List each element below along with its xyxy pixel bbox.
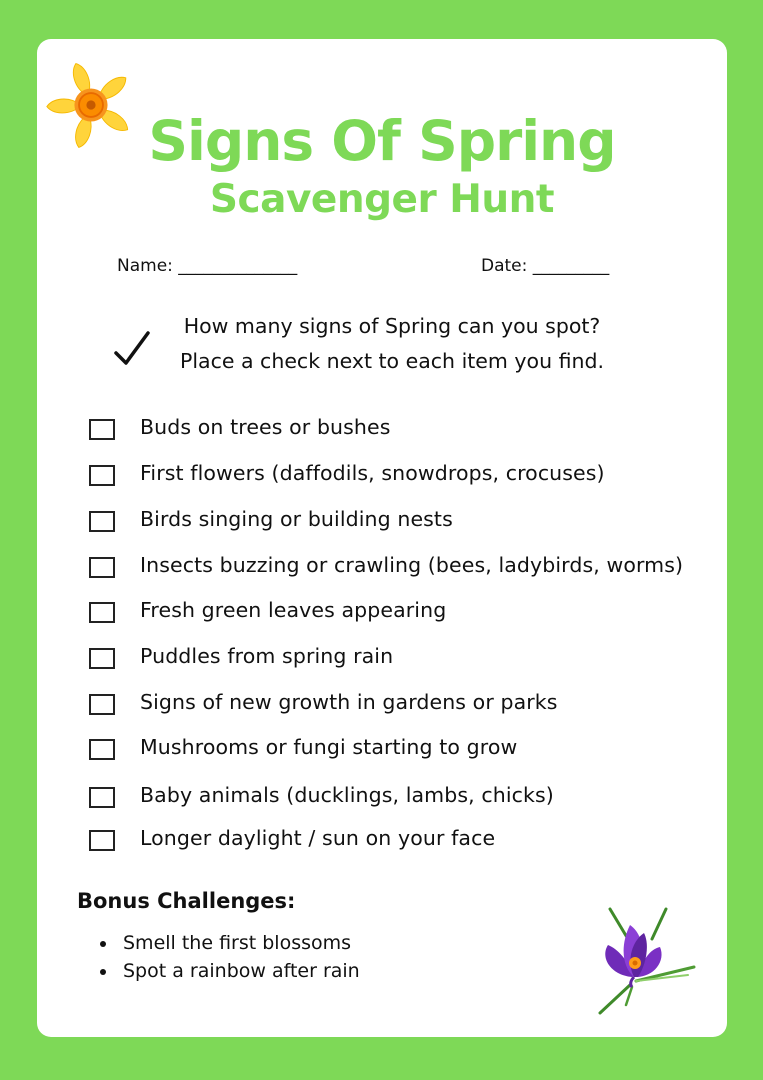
checklist-item[interactable]: [89, 737, 719, 767]
checklist-item-label: Baby animals (ducklings, lambs, chicks): [140, 783, 554, 807]
checklist-item[interactable]: [89, 785, 719, 815]
checkbox[interactable]: [89, 648, 115, 669]
checklist-item[interactable]: [89, 646, 719, 676]
checklist-item[interactable]: [89, 828, 719, 858]
checklist-item-label: Birds singing or building nests: [140, 507, 453, 531]
title-line-1: Signs Of Spring: [148, 109, 616, 173]
bullet-icon: [100, 941, 106, 947]
crocus-icon: [592, 905, 702, 1017]
checklist-item[interactable]: [89, 692, 719, 722]
checkmark-icon: [113, 329, 151, 369]
name-field: Name: ______________: [117, 256, 298, 276]
bonus-item-label: Smell the first blossoms: [123, 932, 352, 954]
checkbox[interactable]: [89, 602, 115, 623]
checklist-item[interactable]: [89, 509, 719, 539]
checkbox[interactable]: [89, 465, 115, 486]
bonus-item-label: Spot a rainbow after rain: [123, 960, 360, 982]
checkbox[interactable]: [89, 511, 115, 532]
checklist-item-label: Puddles from spring rain: [140, 644, 394, 668]
intro-line-1: How many signs of Spring can you spot?: [183, 314, 601, 338]
checklist-item[interactable]: [89, 417, 719, 447]
bullet-icon: [100, 969, 106, 975]
checklist-item[interactable]: [89, 555, 719, 585]
checklist-item-label: First flowers (daffodils, snowdrops, crocuses): [140, 461, 605, 485]
checkbox[interactable]: [89, 830, 115, 851]
checkbox[interactable]: [89, 694, 115, 715]
checkbox[interactable]: [89, 739, 115, 760]
checklist-item-label: Insects buzzing or crawling (bees, ladybirds, worms): [140, 553, 684, 577]
checkbox[interactable]: [89, 787, 115, 808]
checklist-item-label: Mushrooms or fungi starting to grow: [140, 735, 518, 759]
checkbox[interactable]: [89, 419, 115, 440]
worksheet-card: [37, 39, 727, 1037]
checklist-item-label: Longer daylight / sun on your face: [140, 826, 496, 850]
intro-line-2: Place a check next to each item you find.: [179, 349, 605, 373]
title-line-2: Scavenger Hunt: [209, 177, 555, 222]
checklist-item[interactable]: [89, 600, 719, 630]
checklist-item-label: Fresh green leaves appearing: [140, 598, 447, 622]
bonus-title: Bonus Challenges:: [77, 889, 296, 913]
date-field: Date: _________: [481, 256, 610, 276]
checklist-item[interactable]: [89, 463, 719, 493]
checklist-item-label: Buds on trees or bushes: [140, 415, 391, 439]
checklist-item-label: Signs of new growth in gardens or parks: [140, 690, 558, 714]
checkbox[interactable]: [89, 557, 115, 578]
